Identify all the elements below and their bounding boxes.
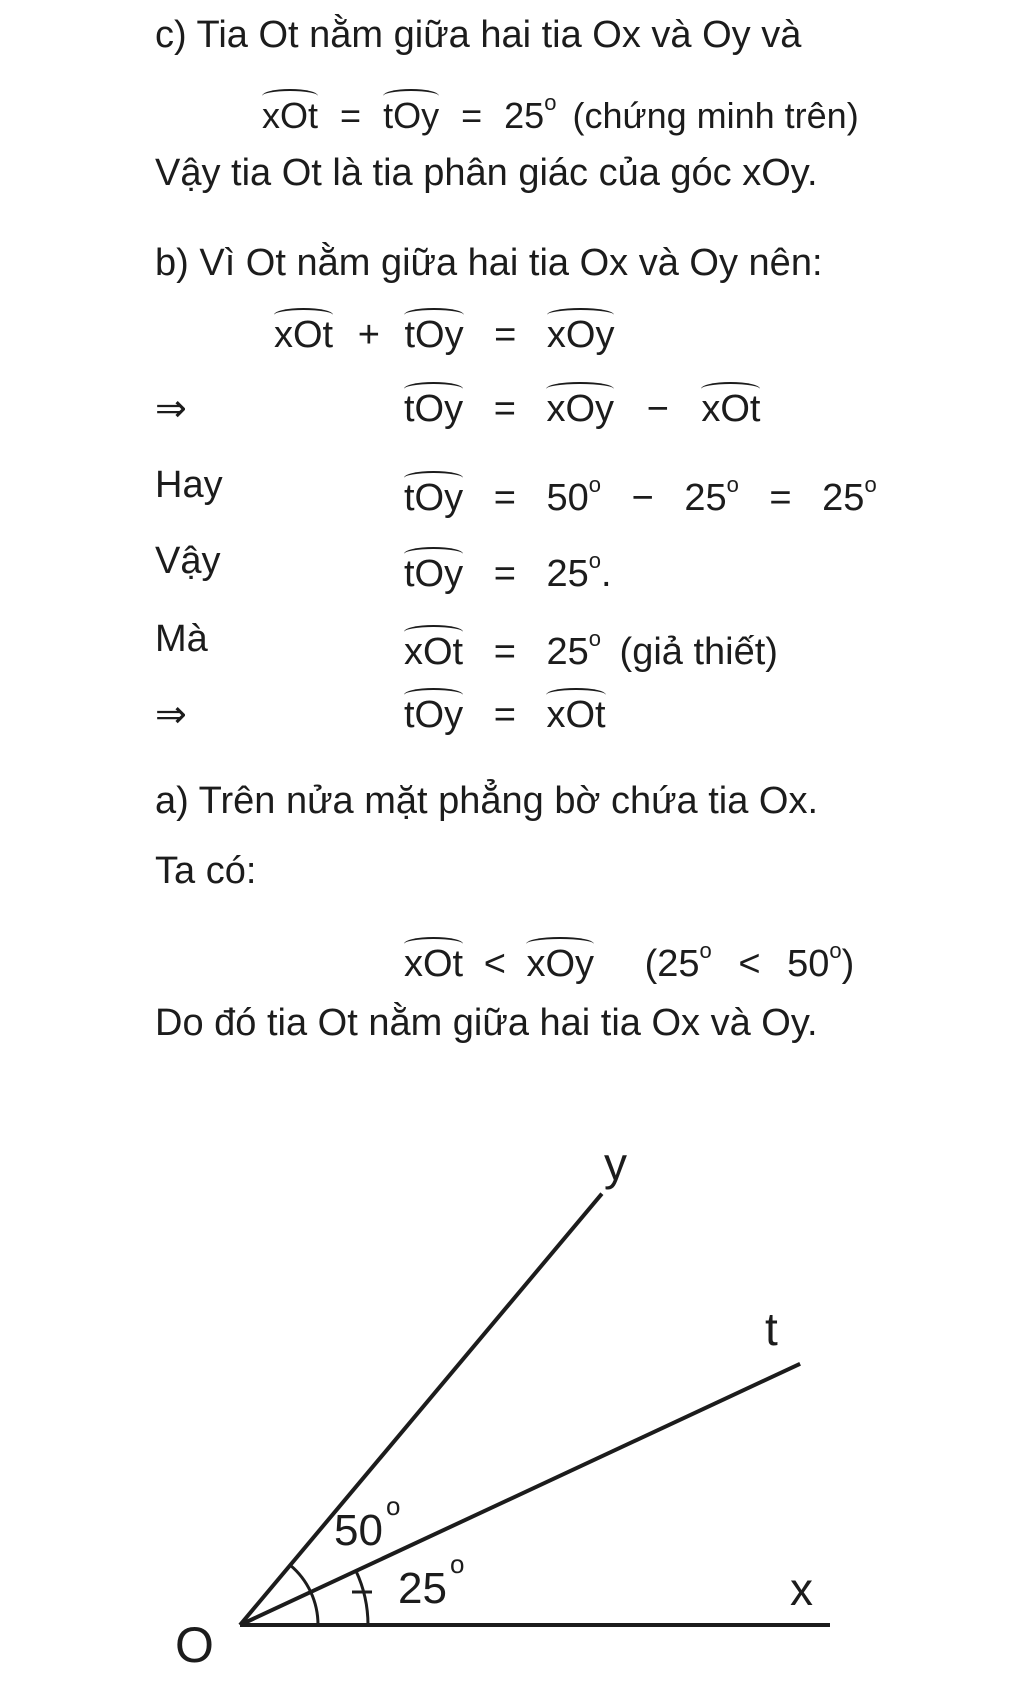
period: .: [600, 553, 612, 595]
angle-toy: tOy: [404, 553, 464, 595]
degree-mark: o: [386, 1491, 401, 1521]
degree-mark: o: [588, 548, 601, 573]
equals-sign: =: [493, 631, 516, 673]
angle-xot: xOt: [404, 943, 464, 985]
value: 50: [546, 477, 589, 519]
equals-sign: =: [769, 477, 792, 519]
angle-xot: xOt: [546, 694, 606, 736]
implies-arrow: ⇒: [155, 388, 187, 430]
angle-toy: tOy: [404, 314, 464, 356]
label-o: O: [175, 1617, 214, 1673]
row-lead-hay: Hay: [155, 464, 223, 506]
equals-sign: =: [493, 388, 516, 430]
equals-sign: =: [493, 553, 516, 595]
part-a-intro: a) Trên nửa mặt phẳng bờ chứa tia Ox.: [155, 780, 819, 822]
angle-xot: xOt: [274, 314, 334, 356]
row-lead-vay: Vậy: [155, 540, 221, 582]
degree-mark: o: [699, 938, 712, 963]
minus-sign: −: [631, 477, 654, 519]
less-than-sign: <: [483, 943, 506, 985]
degree-mark: o: [450, 1549, 465, 1579]
angle-xot: xOt: [701, 388, 761, 430]
degree-mark: o: [864, 472, 877, 497]
part-c-conclusion: Vậy tia Ot là tia phân giác của góc xOy.: [155, 152, 818, 194]
paren-open: (: [644, 943, 658, 985]
degree-mark: o: [588, 472, 601, 497]
value: 50: [787, 943, 830, 985]
equals-sign: =: [493, 694, 516, 736]
degree-mark: o: [544, 90, 557, 115]
ray-ot: [240, 1364, 800, 1625]
paren-close: ): [841, 943, 855, 985]
note: (chứng minh trên): [572, 95, 859, 136]
angle-toy: tOy: [404, 694, 464, 736]
angle-xot: xOt: [262, 93, 318, 139]
part-b-intro: b) Vì Ot nằm giữa hai tia Ox và Oy nên:: [155, 242, 823, 284]
value: 25: [684, 477, 727, 519]
angle-xoy: xOy: [526, 943, 595, 985]
plus-sign: +: [357, 314, 380, 356]
minus-sign: −: [646, 388, 669, 430]
value: 25: [546, 553, 589, 595]
implies-arrow: ⇒: [155, 694, 187, 736]
angle-xoy: xOy: [546, 314, 615, 356]
note: (giả thiết): [619, 631, 778, 673]
value: 25: [657, 943, 700, 985]
part-a-conclusion: Do đó tia Ot nằm giữa hai tia Ox và Oy.: [155, 1002, 818, 1044]
equals-sign: =: [494, 314, 517, 356]
value: 25: [822, 477, 865, 519]
equals-sign: =: [340, 95, 362, 136]
angle-xot: xOt: [404, 631, 464, 673]
part-c-intro: c) Tia Ot nằm giữa hai tia Ox và Oy và: [155, 14, 802, 56]
less-than-sign: <: [738, 943, 761, 985]
degree-mark: o: [588, 626, 601, 651]
equals-sign: =: [461, 95, 483, 136]
degree-mark: o: [726, 472, 739, 497]
value: 25: [546, 631, 589, 673]
angle-xoy: xOy: [546, 388, 615, 430]
label-y: y: [604, 1138, 627, 1190]
row-lead-ma: Mà: [155, 618, 208, 660]
value: 25: [504, 95, 545, 136]
part-a-ta-co: Ta có:: [155, 850, 257, 892]
label-t: t: [765, 1303, 778, 1355]
angle-arc-xot: [356, 1571, 368, 1625]
angle-toy: tOy: [404, 388, 464, 430]
ray-oy: [240, 1194, 602, 1625]
equals-sign: =: [493, 477, 516, 519]
label-x: x: [790, 1563, 813, 1615]
angle-label-25: 25: [398, 1564, 447, 1613]
angle-toy: tOy: [404, 477, 464, 519]
degree-mark: o: [829, 938, 842, 963]
angle-label-50: 50: [334, 1506, 383, 1555]
angle-toy: tOy: [383, 93, 439, 139]
